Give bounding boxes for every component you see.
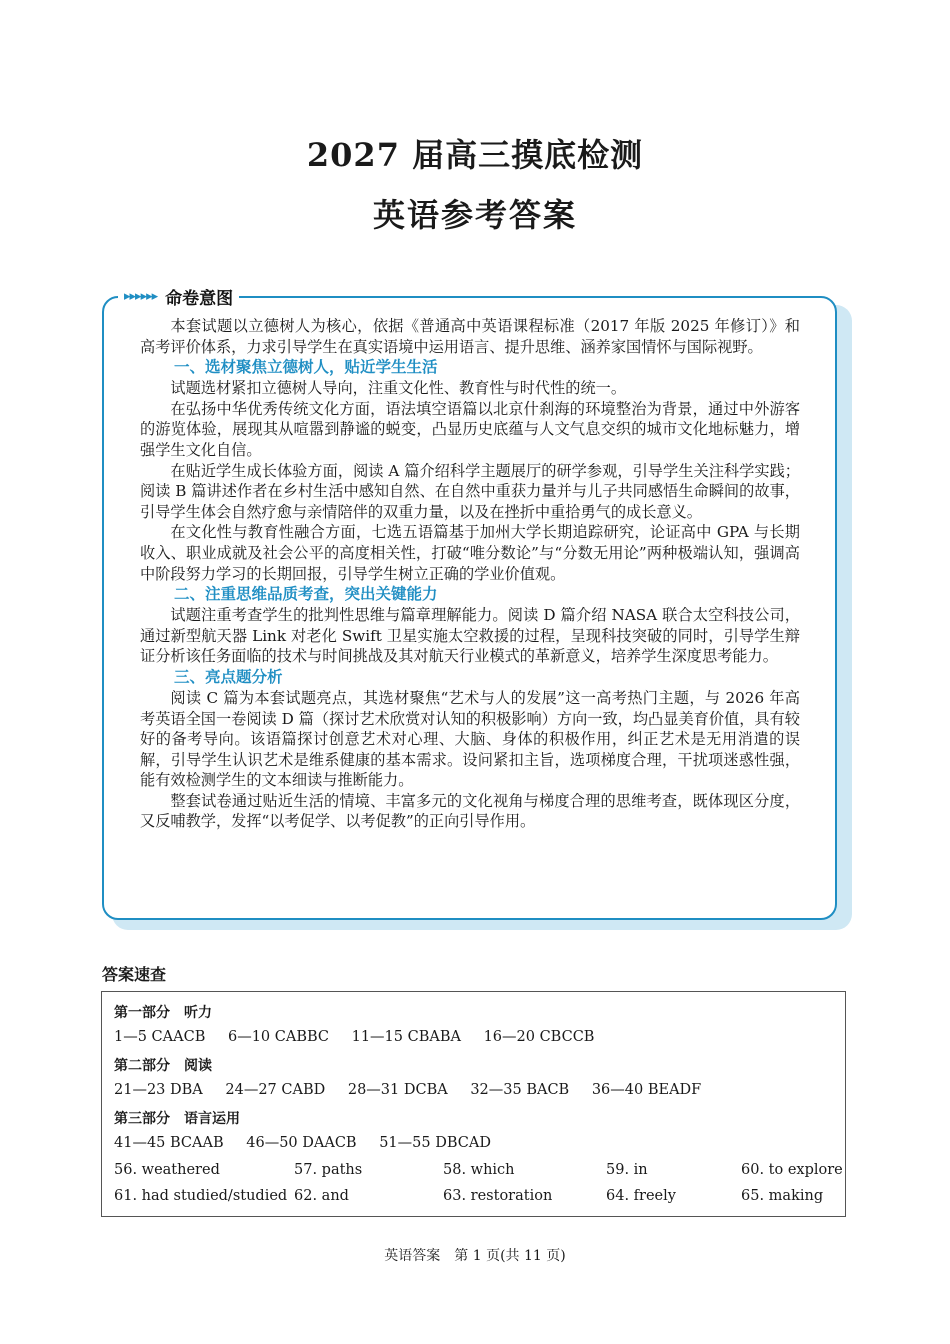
section-heading: 一、选材聚焦立德树人，贴近学生生活: [174, 358, 438, 377]
part1-title: 第一部分 听力: [114, 1005, 212, 1021]
fill-answer: 62. and: [294, 1188, 349, 1204]
intro-paragraph: 本套试题以立德树人为核心，依据《普通高中英语课程标准（2017 年版 2025 年修订）》和高考评价体系，力求引导学生在真实语境中运用语言、提升思维、涵养家国情怀与国际视野。: [140, 317, 800, 356]
section-heading: 二、注重思维品质考查，突出关键能力: [174, 585, 438, 604]
fill-answer: 60. to explore: [741, 1162, 843, 1178]
fill-answer: 57. paths: [294, 1162, 363, 1178]
fill-answer: 58. which: [443, 1162, 515, 1178]
intent-header: [118, 284, 239, 308]
answer-group: 51—55 DBCAD: [379, 1135, 491, 1151]
part2-title: 第二部分 阅读: [114, 1058, 212, 1074]
answer-group: 11—15 CBABA: [351, 1029, 461, 1045]
intent-heading: 命卷意图: [165, 288, 234, 309]
answer-group: 1—5 CAACB: [114, 1029, 206, 1045]
answer-group: 32—35 BACB: [470, 1082, 570, 1098]
page-footer: 英语答案 第 1 页(共 11 页): [384, 1248, 566, 1264]
fill-answer: 56. weathered: [114, 1162, 220, 1178]
answers-title: 答案速查: [102, 965, 167, 984]
answer-group: 36—40 BEADF: [591, 1082, 702, 1098]
fill-answer: 61. had studied/studied: [114, 1188, 288, 1204]
part1-answers: [114, 1029, 612, 1045]
paragraph: 在贴近学生成长体验方面，阅读 A 篇介绍科学主题展厅的研学参观，引导学生关注科学实践；阅读 B 篇讲述作者在乡村生活中感知自然、在自然中重获力量并与儿子共同感悟生命瞬间的故事，引导学生体会自然疗愈与亲情陪伴的双重力量，以及在挫折中重拾勇气的成长意义。: [140, 461, 800, 521]
section-heading: 三、亮点题分析: [174, 667, 283, 686]
answer-group: 28—31 DCBA: [347, 1082, 448, 1098]
paragraph: 在文化性与教育性融合方面，七选五语篇基于加州大学长期追踪研究，论证高中 GPA 与长期收入、职业成就及社会公平的高度相关性，打破“唯分数论”与“分数无用论”两种极端认知，强调高中阶段努力学习的长期回报，引导学生树立正确的学业价值观。: [140, 523, 800, 583]
intent-content: [140, 316, 800, 832]
arrow-bullets-icon: ▸▸▸▸▸▸: [124, 288, 158, 304]
part2-answers: [114, 1082, 719, 1098]
answer-group: 41—45 BCAAB: [114, 1135, 224, 1151]
paragraph: 在弘扬中华优秀传统文化方面，语法填空语篇以北京什刹海的环境整治为背景，通过中外游客的游览体验，展现其从喧嚣到静谧的蜕变，凸显历史底蕴与人文气息交织的城市文化地标魅力，增强学生文化自信。: [140, 399, 800, 459]
page-subtitle: 英语参考答案: [372, 196, 577, 234]
answer-group: 6—10 CABBC: [227, 1029, 329, 1045]
answer-group: 21—23 DBA: [114, 1082, 203, 1098]
part3-answers: [114, 1135, 509, 1151]
paragraph: 整套试卷通过贴近生活的情境、丰富多元的文化视角与梯度合理的思维考查，既体现区分度，又反哺教学，发挥“以考促学、以考促教”的正向引导作用。: [140, 791, 800, 831]
fill-answer: 65. making: [741, 1188, 824, 1204]
page-title: 2027 届高三摸底检测: [306, 136, 644, 174]
fill-answer: 64. freely: [606, 1188, 676, 1204]
part3-title: 第三部分 语言运用: [114, 1111, 240, 1127]
answers-box: [101, 991, 846, 1217]
answer-group: 16—20 CBCCB: [483, 1029, 595, 1045]
paragraph: 试题注重考查学生的批判性思维与篇章理解能力。阅读 D 篇介绍 NASA 联合太空科技公司，通过新型航天器 Link 对老化 Swift 卫星实施太空救援的过程，呈现科技突破的同时，引导学生辩证分析该任务面临的技术与时间挑战及其对航天行业模式的革新意义，培养学生深度思考能力。: [140, 606, 800, 666]
fill-answer: 63. restoration: [443, 1188, 553, 1204]
answer-group: 46—50 DAACB: [246, 1135, 357, 1151]
answer-group: 24—27 CABD: [225, 1082, 326, 1098]
paragraph: 阅读 C 篇为本套试题亮点，其选材聚焦“艺术与人的发展”这一高考热门主题，与 2026 年高考英语全国一卷阅读 D 篇（探讨艺术欣赏对认知的积极影响）方向一致，均凸显美育价值，具有较好的备考导向。该语篇探讨创意艺术对心理、大脑、身体的积极作用，纠正艺术是无用消遣的误解，引导学生认识艺术是维系健康的基本需求。设问紧扣主旨，选项梯度合理，干扰项迷惑性强，能有效检测学生的文本细读与推断能力。: [140, 688, 800, 790]
fill-answer: 59. in: [606, 1162, 648, 1178]
paragraph: 试题选材紧扣立德树人导向，注重文化性、教育性与时代性的统一。: [170, 379, 627, 398]
